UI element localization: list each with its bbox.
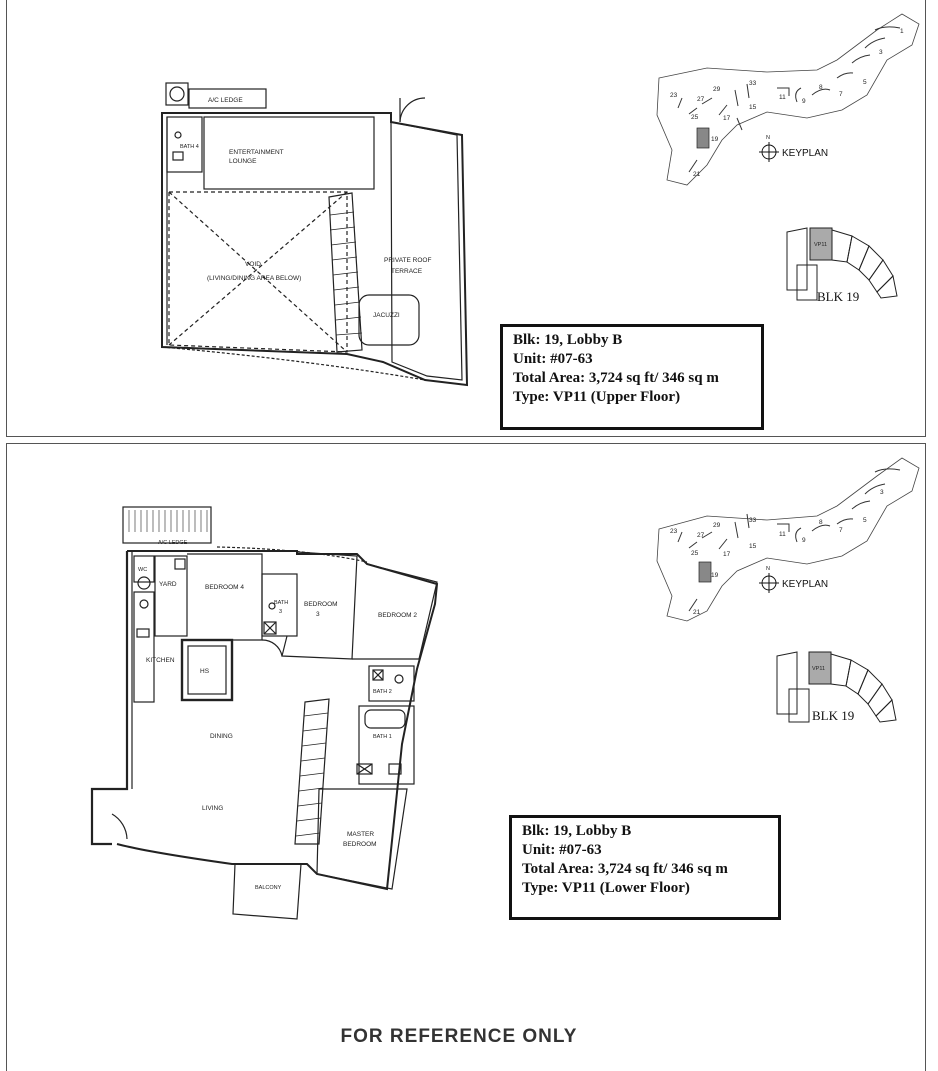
lower-info-box (509, 815, 781, 920)
svg-text:7: 7 (839, 91, 843, 98)
ac-ledge-label: A/C LEDGE (158, 540, 188, 546)
svg-text:3: 3 (880, 489, 884, 496)
void-label-2: (LIVING/DINING AREA BELOW) (207, 275, 302, 282)
svg-text:29: 29 (713, 86, 721, 93)
block-label: BLK 19 (817, 289, 860, 304)
staircase (329, 193, 362, 352)
upper-floor-panel (6, 0, 926, 437)
ac-ledge-label: A/C LEDGE (208, 97, 243, 104)
svg-text:33: 33 (749, 80, 757, 87)
kitchen-label: KITCHEN (146, 657, 175, 664)
svg-text:9: 9 (802, 537, 806, 544)
svg-text:21: 21 (693, 609, 701, 616)
bedroom4-label: BEDROOM 4 (205, 584, 245, 591)
void-label-1: VOID (245, 261, 261, 268)
balcony (233, 864, 301, 919)
svg-text:15: 15 (749, 543, 757, 550)
upper-outline (162, 113, 467, 385)
unit-number: Unit: #07-63 (522, 842, 602, 858)
north-arrow-icon (759, 566, 779, 593)
lower-floor-plan (7, 444, 925, 1071)
svg-text:17: 17 (723, 551, 731, 558)
north-arrow-icon (759, 135, 779, 162)
keyplan-upper (657, 14, 919, 185)
svg-text:VP11: VP11 (814, 242, 828, 248)
jacuzzi-label: JACUZZI (373, 312, 400, 319)
terrace-label-2: TERRACE (391, 268, 423, 275)
block-plan-lower (777, 652, 896, 723)
svg-text:19: 19 (711, 572, 719, 579)
keyplan-label: KEYPLAN (782, 148, 829, 159)
svg-text:N: N (766, 135, 770, 141)
svg-text:3: 3 (879, 49, 883, 56)
block-lobby: Blk: 19, Lobby B (513, 332, 623, 348)
total-area: Total Area: 3,724 sq ft/ 346 sq m (522, 861, 728, 877)
master-label-1: MASTER (347, 831, 375, 838)
svg-text:27: 27 (697, 96, 705, 103)
reference-disclaimer: FOR REFERENCE ONLY (340, 1026, 578, 1047)
private-roof-terrace (391, 122, 462, 380)
block-lobby: Blk: 19, Lobby B (522, 823, 632, 839)
svg-text:15: 15 (749, 104, 757, 111)
jacuzzi (359, 295, 419, 345)
svg-text:21: 21 (693, 171, 701, 178)
svg-text:1: 1 (900, 28, 904, 35)
svg-text:5: 5 (863, 79, 867, 86)
ac-ledge (123, 507, 211, 543)
upper-floor-plan (7, 0, 925, 436)
lower-floor-panel (6, 443, 926, 1071)
wc-label: WC (138, 567, 148, 573)
terrace-label-1: PRIVATE ROOF (384, 257, 432, 264)
svg-text:8: 8 (819, 84, 823, 91)
svg-text:VP11: VP11 (812, 666, 826, 672)
highlighted-block (697, 128, 709, 148)
svg-text:29: 29 (713, 522, 721, 529)
balcony-label: BALCONY (255, 885, 282, 891)
svg-text:N: N (766, 566, 770, 572)
bedroom3-label-2: 3 (316, 611, 320, 618)
unit-number: Unit: #07-63 (513, 351, 593, 367)
bath-1 (359, 706, 414, 784)
keyplan-lower (657, 458, 919, 621)
master-label-2: BEDROOM (343, 841, 377, 848)
bath2-label: BATH 2 (373, 689, 392, 695)
living-label: LIVING (202, 805, 224, 812)
svg-text:33: 33 (749, 517, 757, 524)
yard (155, 556, 187, 636)
unit-type: Type: VP11 (Upper Floor) (513, 389, 681, 405)
dining-label: DINING (210, 733, 233, 740)
bath-2 (369, 666, 414, 701)
hs-label: HS (200, 668, 210, 675)
total-area: Total Area: 3,724 sq ft/ 346 sq m (513, 370, 719, 386)
svg-text:23: 23 (670, 528, 678, 535)
svg-text:7: 7 (839, 527, 843, 534)
bath4-label: BATH 4 (180, 144, 199, 150)
staircase (295, 699, 329, 844)
svg-text:8: 8 (819, 519, 823, 526)
bedroom3-label-1: BEDROOM (304, 601, 338, 608)
bedroom-4 (187, 554, 262, 640)
lounge-label-1: ENTERTAINMENT (229, 149, 284, 156)
master-bedroom (317, 789, 407, 889)
svg-text:11: 11 (779, 94, 786, 101)
block-label: BLK 19 (812, 708, 855, 723)
block-plan-upper (787, 228, 897, 304)
upper-info-box (500, 324, 764, 430)
svg-text:19: 19 (711, 136, 719, 143)
bath1-label: BATH 1 (373, 734, 392, 740)
svg-text:23: 23 (670, 92, 678, 99)
svg-text:25: 25 (691, 114, 699, 121)
bath3-label-1: BATH (274, 600, 289, 606)
aircon-unit (166, 83, 188, 105)
svg-text:9: 9 (802, 98, 806, 105)
svg-text:11: 11 (779, 531, 786, 538)
yard-label: YARD (159, 581, 177, 588)
unit-type: Type: VP11 (Lower Floor) (522, 880, 690, 896)
keyplan-label: KEYPLAN (782, 579, 829, 590)
bath3-label-2: 3 (279, 609, 283, 615)
svg-text:25: 25 (691, 550, 699, 557)
bedroom2-label: BEDROOM 2 (378, 612, 418, 619)
svg-text:17: 17 (723, 115, 731, 122)
svg-text:5: 5 (863, 517, 867, 524)
lounge-label-2: LOUNGE (229, 158, 257, 165)
svg-text:27: 27 (697, 532, 705, 539)
outer-wall (92, 551, 127, 844)
